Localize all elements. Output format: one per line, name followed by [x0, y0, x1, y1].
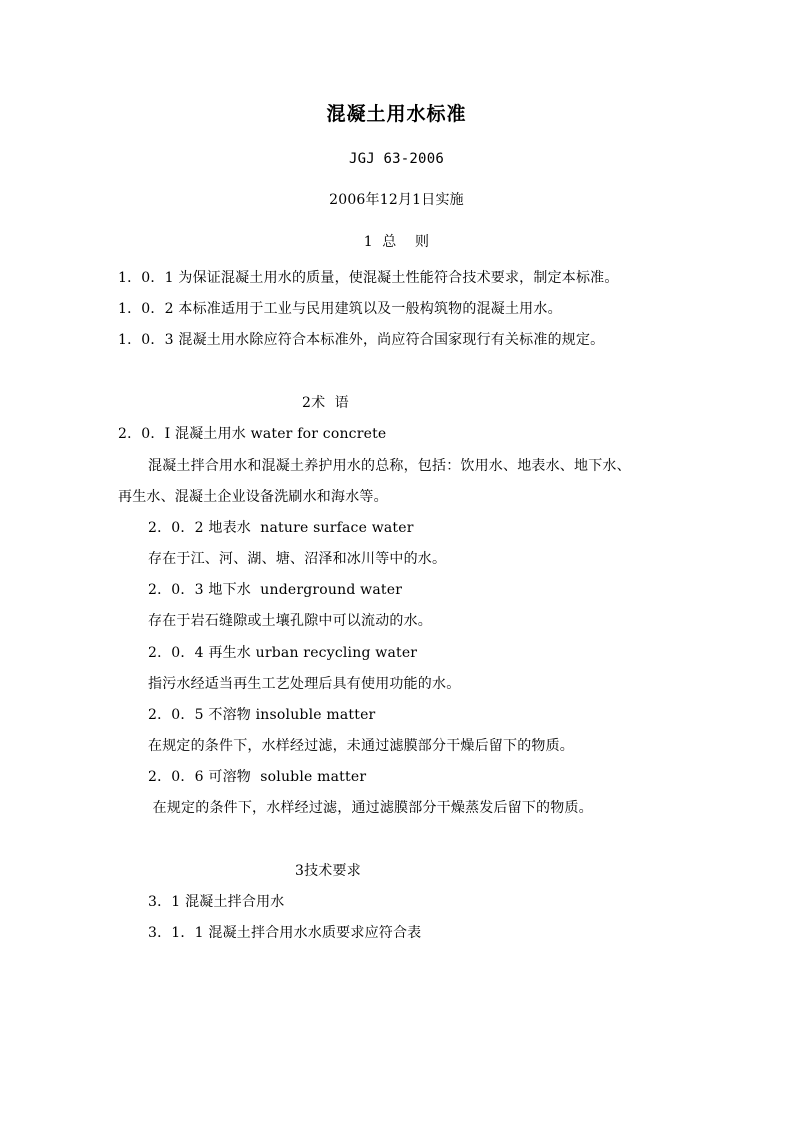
document-title: 混凝土用水标准: [326, 103, 467, 125]
clause-3-1: 3．1 混凝土拌合用水: [148, 894, 285, 910]
term-2-0-3-title: 2．0．3 地下水 underground water: [148, 582, 403, 598]
standard-code: JGJ 63-2006: [349, 151, 444, 167]
term-2-0-4-desc: 指污水经适当再生工艺处理后具有使用功能的水。: [148, 676, 461, 692]
clause-3-1-1: 3．1．1 混凝土拌合用水水质要求应符合表: [148, 925, 422, 941]
term-2-0-6-desc: 在规定的条件下，水样经过滤，通过滤膜部分干燥蒸发后留下的物质。: [148, 800, 593, 816]
term-2-0-5-desc: 在规定的条件下，水样经过滤，未通过滤膜部分干燥后留下的物质。: [148, 738, 574, 754]
section-heading-requirements: 3技术要求: [295, 863, 361, 879]
clause-1-0-3: 1．0．3 混凝土用水除应符合本标准外，尚应符合国家现行有关标准的规定。: [118, 332, 605, 348]
term-2-0-3-desc: 存在于岩石缝隙或土壤孔隙中可以流动的水。: [148, 613, 432, 629]
term-2-0-1-desc-line1: 混凝土拌合用水和混凝土养护用水的总称，包括：饮用水、地表水、地下水、: [148, 458, 631, 474]
clause-1-0-1: 1．0．1 为保证混凝土用水的质量，使混凝土性能符合技术要求，制定本标准。: [118, 270, 619, 286]
section-heading-general: 1 总 则: [363, 234, 430, 250]
term-2-0-4-title: 2．0．4 再生水 urban recycling water: [148, 645, 418, 661]
clause-1-0-2: 1．0．2 本标准适用于工业与民用建筑以及一般构筑物的混凝土用水。: [118, 301, 562, 317]
term-2-0-1-desc-line2: 再生水、混凝土企业设备洗刷水和海水等。: [118, 489, 388, 505]
term-2-0-1-title: 2．0．I 混凝土用水 water for concrete: [118, 426, 387, 442]
term-2-0-2-desc: 存在于江、河、湖、塘、沼泽和冰川等中的水。: [148, 551, 447, 567]
term-2-0-6-title: 2．0．6 可溶物 soluble matter: [148, 769, 367, 785]
term-2-0-2-title: 2．0．2 地表水 nature surface water: [148, 520, 414, 536]
section-heading-terms: 2术 语: [302, 395, 349, 411]
term-2-0-5-title: 2．0．5 不溶物 insoluble matter: [148, 707, 376, 723]
effective-date: 2006年12月1日实施: [329, 192, 464, 208]
